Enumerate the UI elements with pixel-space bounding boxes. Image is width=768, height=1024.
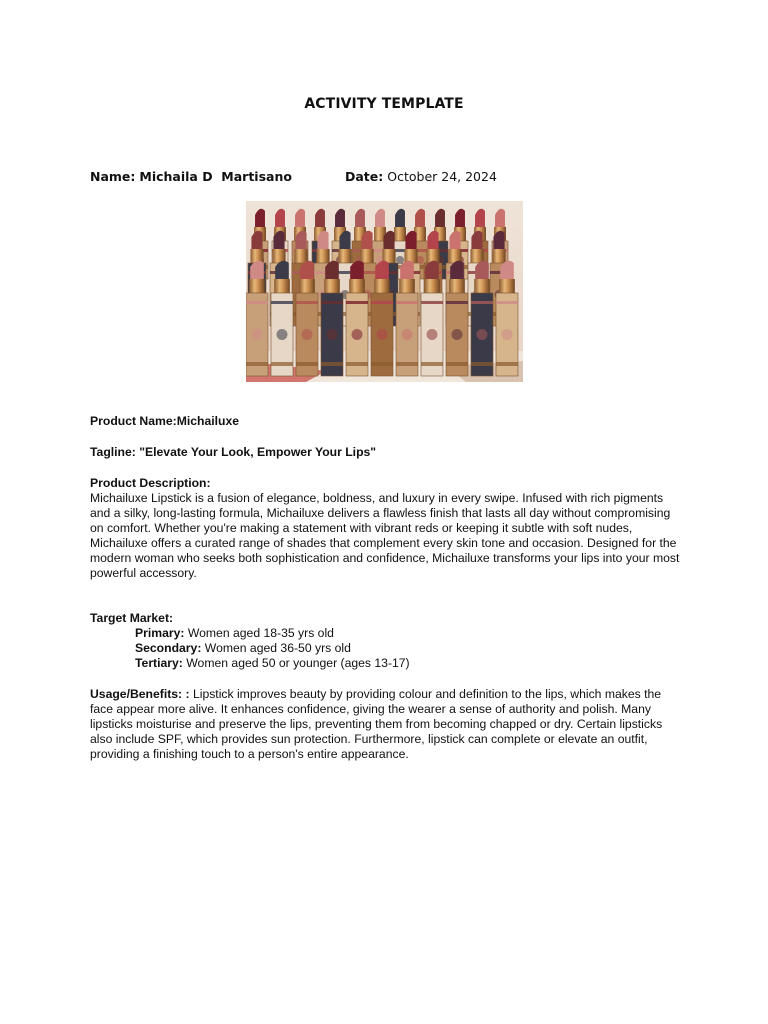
- name-line: [90, 169, 292, 184]
- lipstick-collection-photo: [246, 201, 523, 382]
- name-value: Michaila D Martisano: [139, 169, 292, 184]
- date-label: Date:: [345, 169, 384, 184]
- tagline-label: Tagline:: [90, 445, 136, 459]
- date-line: [345, 169, 497, 184]
- target-secondary: Secondary: Women aged 36-50 yrs old: [135, 641, 351, 655]
- product-name-value: Michailuxe: [176, 414, 239, 428]
- usage-text: Lipstick improves beauty by providing colour and definition to the lips, which makes the face appear more alive. It enhances confidence, giving the wearer a sense of authority and polish. Many lipsticks moisturise and preserve the lips, preventing them from becoming chapped or dry. Certain lipsticks also include SPF, which provides sun protection. Furthermore, lipstick can complete or elevate an outfit, providing a finishing touch to a person's entire appearance.: [90, 687, 663, 761]
- product-name-line: [90, 414, 680, 429]
- target-tertiary: Tertiary: Women aged 50 or younger (ages 13-17): [135, 656, 410, 670]
- document-body: [90, 414, 680, 762]
- tagline-value: "Elevate Your Look, Empower Your Lips": [139, 445, 377, 459]
- date-value: October 24, 2024: [387, 169, 497, 184]
- target-market-heading: Target Market:: [90, 611, 174, 625]
- description-text: Michailuxe Lipstick is a fusion of elegance, boldness, and luxury in every swipe. Infused with rich pigments and a silky, long-lasting formula, Michailuxe delivers a flawless finish that lasts all day without compromising on comfort. Whether you're making a statement with vibrant reds or keeping it subtle with soft nudes, Michailuxe offers a curated range of shades that complement every skin tone and occasion. Designed for the modern woman who seeks both sophistication and confidence, Michailuxe transforms your lips into your most powerful accessory.: [90, 491, 680, 580]
- usage-label: Usage/Benefits: :: [90, 687, 190, 701]
- target-primary: Primary: Women aged 18-35 yrs old: [135, 626, 334, 640]
- product-name-label: Product Name:: [90, 414, 177, 428]
- lipstick-illustration: [246, 201, 523, 382]
- name-label: Name:: [90, 169, 136, 184]
- tagline-line: [90, 445, 680, 460]
- usage-benefits: [90, 687, 680, 762]
- description-heading: Product Description:: [90, 476, 211, 490]
- page-title: ACTIVITY TEMPLATE: [304, 96, 464, 112]
